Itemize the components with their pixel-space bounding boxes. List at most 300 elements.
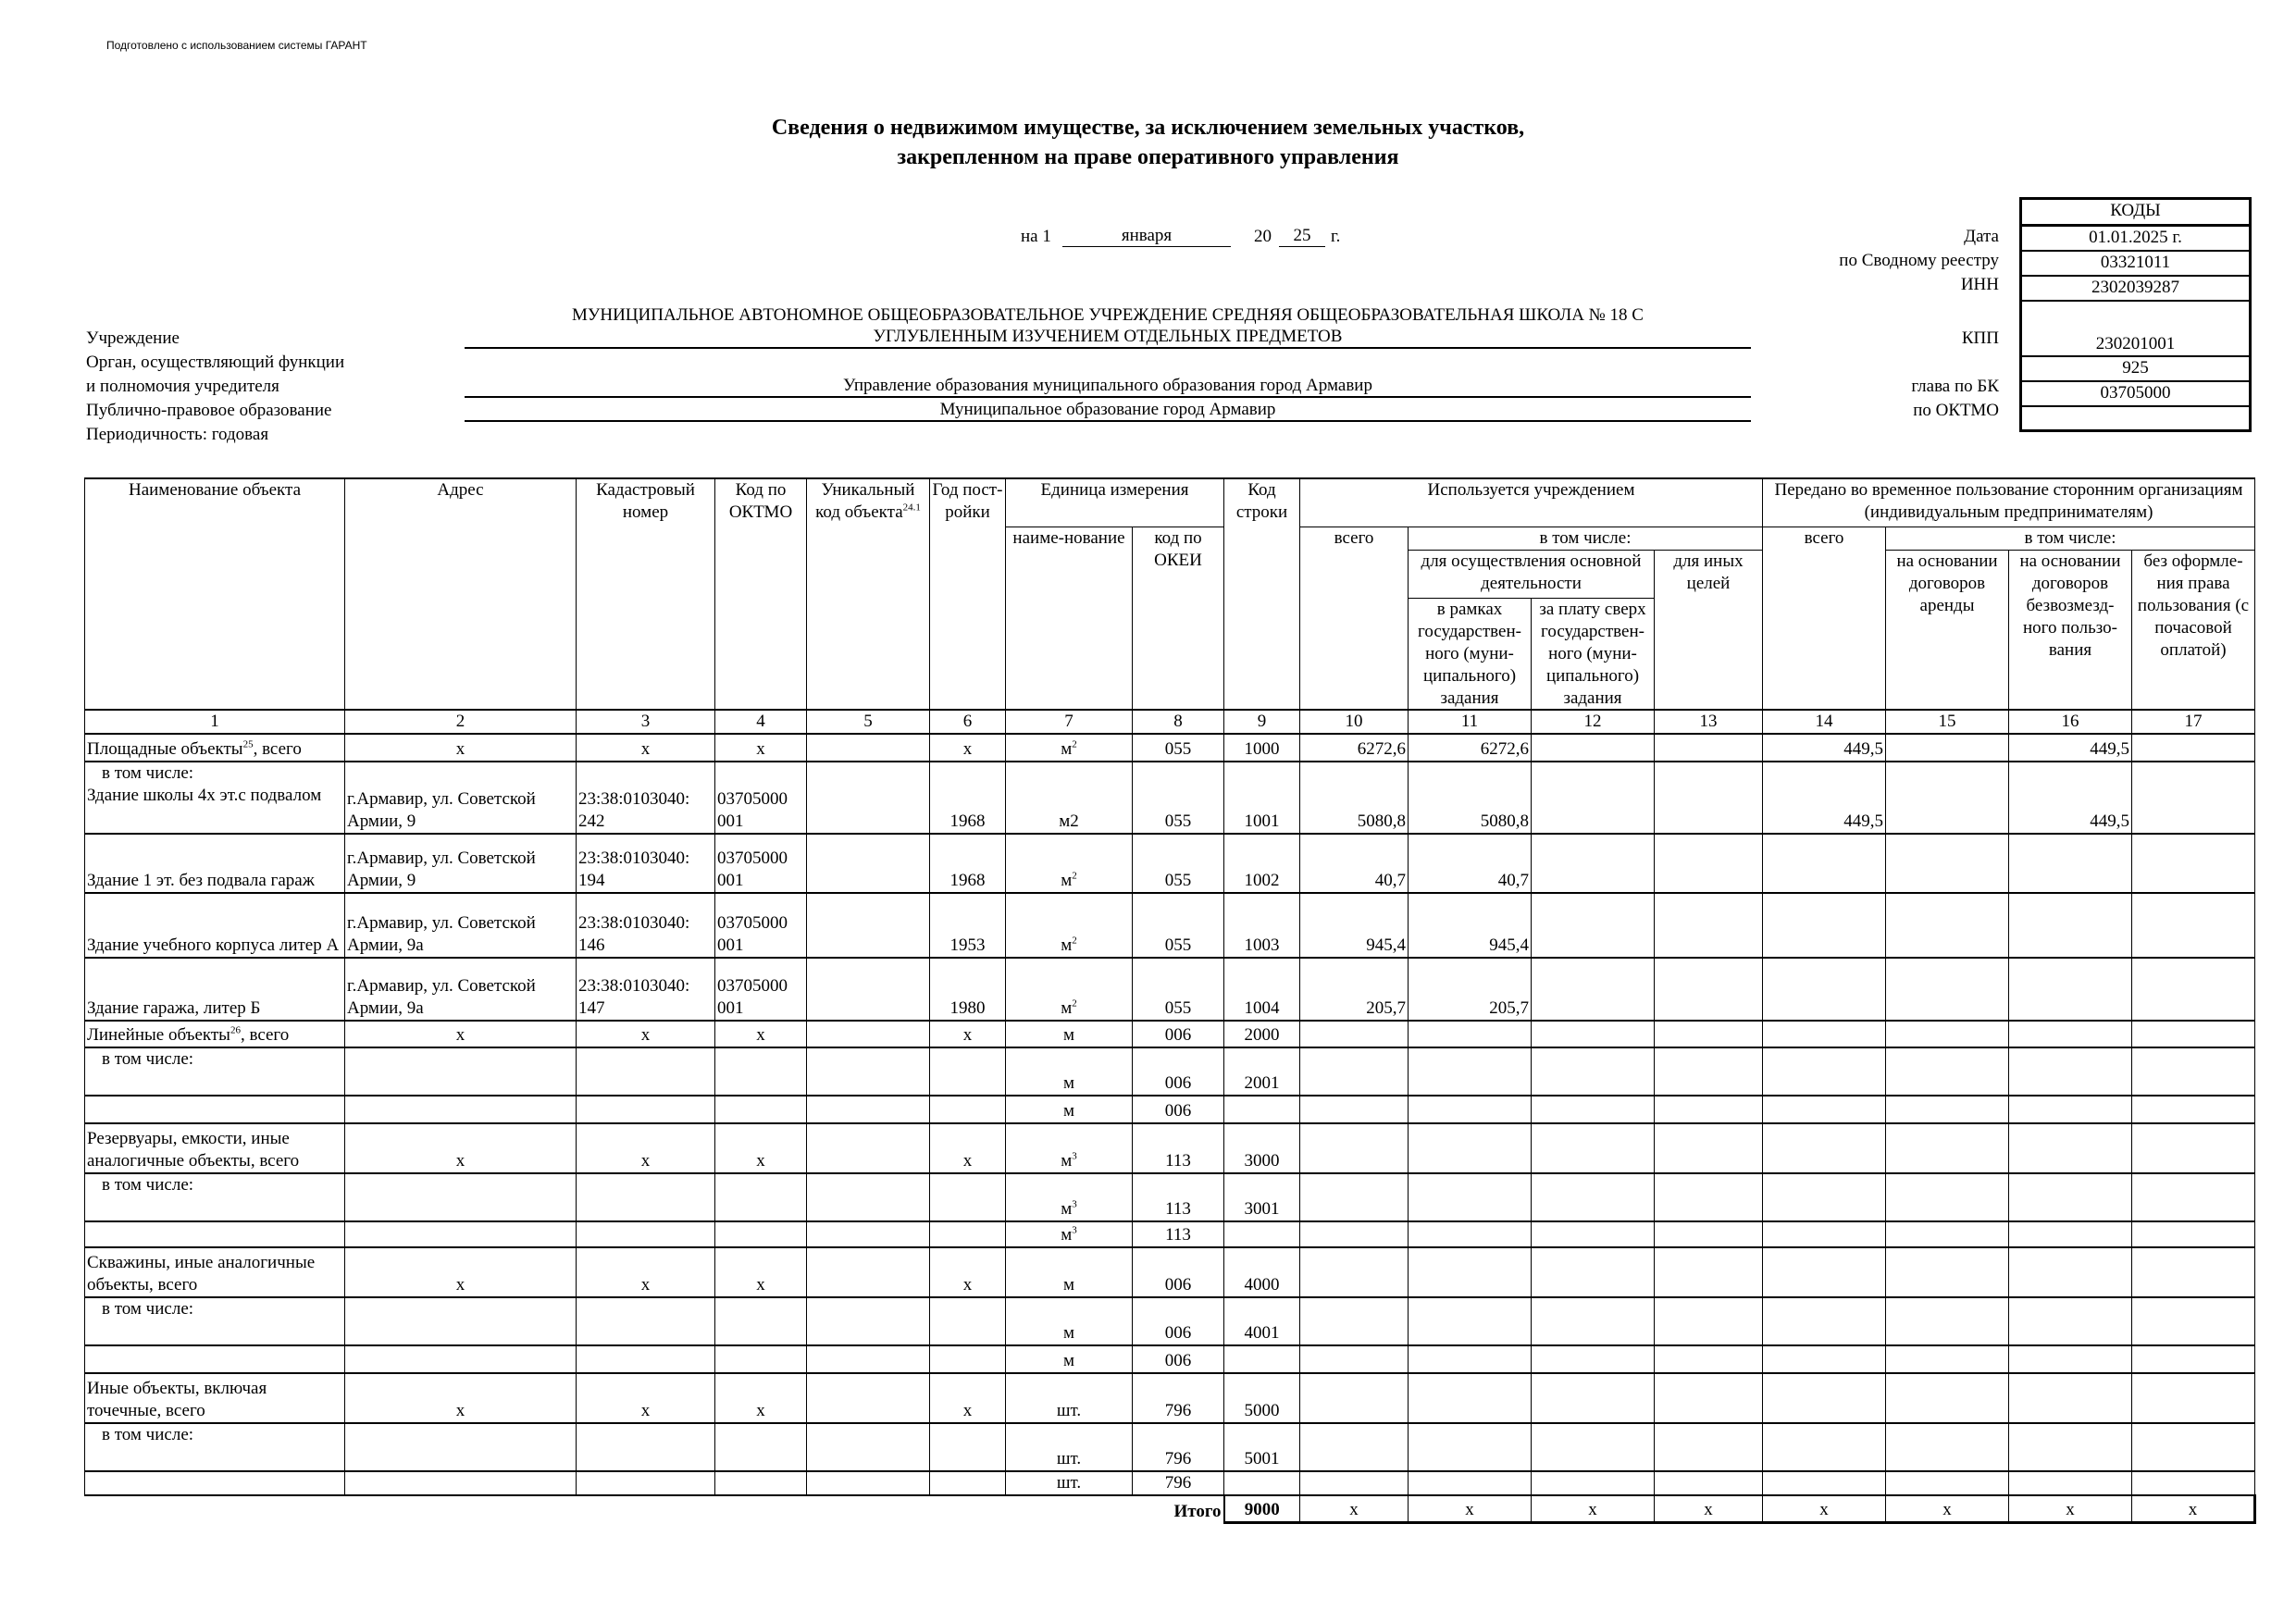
cell [1886,893,2009,958]
cell [1763,834,1886,893]
cell [2009,958,2132,1021]
cell [930,1423,1006,1471]
cell [1655,1373,1763,1423]
cell [807,958,930,1021]
code-oktmo: 03705000 [2022,382,2249,407]
colnum: 8 [1133,710,1224,734]
cell-c11: 205,7 [1409,958,1532,1021]
object-name: Здание 1 эт. без подвала гараж [85,834,345,893]
cell [1532,1123,1655,1173]
cell [1655,1047,1763,1096]
cell [1224,1096,1300,1123]
cell [1532,1221,1655,1247]
cell [1532,1345,1655,1373]
cell [2132,834,2255,893]
cell [1300,1096,1409,1123]
cell-okei: 113 [1133,1123,1224,1173]
cell [1763,1123,1886,1173]
cell-code: 2000 [1224,1021,1300,1047]
table-row [85,1021,2255,1047]
cell [1886,958,2009,1021]
cell [1655,893,1763,958]
date-month: января [1062,226,1231,247]
cell [1886,1096,2009,1123]
cell [1655,1221,1763,1247]
row-name: Скважины, иные аналогичные объекты, всего [85,1247,345,1297]
date-year-suffix: г. [1331,227,1341,246]
cell-code: 5001 [1224,1423,1300,1471]
cell [2132,1297,2255,1345]
unit-sup: 3 [1072,1224,1077,1236]
cell [1655,762,1763,834]
cell [1300,1471,1409,1495]
th-unique-code [807,478,930,710]
unit-text: м [1061,1150,1073,1171]
cell [1532,1021,1655,1047]
cell [1409,1471,1532,1495]
cell [577,1471,715,1495]
th-used-total: всего [1300,527,1409,710]
th-oktmo: Код по ОКТМО [715,478,807,710]
cell-unit: м [1006,1345,1133,1373]
cell-x: x [577,734,715,762]
cell [1409,1221,1532,1247]
cell [577,1173,715,1221]
colnum: 11 [1409,710,1532,734]
unit-sup: 2 [1072,935,1077,947]
cell [2009,1297,2132,1345]
cell [1300,1297,1409,1345]
unit-text: м [1061,870,1073,890]
colnum: 9 [1224,710,1300,734]
th-tr-total: всего [1763,527,1886,710]
cell [1655,1471,1763,1495]
incl-text: в том числе: [102,1424,194,1444]
cell [1655,834,1763,893]
unit-text: м [1061,1198,1073,1219]
cell [1300,1345,1409,1373]
public-entity-value: Муниципальное образование город Армавир [465,400,1751,422]
unit-sup: 2 [1072,870,1077,882]
cell [930,1297,1006,1345]
incl-label [85,1423,345,1471]
table-row [85,1047,2255,1096]
cell [1763,1423,1886,1471]
kpp-code-label: КПП [1961,328,1999,348]
th-state-task: в рамках государствен-ного (муни-ципального) задания [1409,598,1532,710]
cell [715,1471,807,1495]
cell-address: г.Армавир, ул. Советской Армии, 9 [345,762,577,834]
cell [1409,1096,1532,1123]
cell [1655,1021,1763,1047]
cell-x: x [577,1021,715,1047]
cell-unit [1006,1123,1133,1173]
cell [1532,1096,1655,1123]
cell [2009,1173,2132,1221]
incl-label: в том числе: [102,762,194,783]
cell [930,1345,1006,1373]
cell-code: 2001 [1224,1047,1300,1096]
cell-x: x [1409,1495,1532,1523]
cell-code: 3000 [1224,1123,1300,1173]
incl-text: в том числе: [102,1298,194,1319]
cell-x: x [2009,1495,2132,1523]
cell [930,1047,1006,1096]
cell [1532,734,1655,762]
date-prefix: на 1 [1021,227,1051,246]
th-unit: Единица измерения [1006,478,1224,527]
cell-unit: м2 [1006,762,1133,834]
cell [2009,1423,2132,1471]
row-name: Резервуары, емкости, иные аналогичные объекты, всего [85,1123,345,1173]
cell-okei: 006 [1133,1297,1224,1345]
cell [2009,1345,2132,1373]
cell-c11: 40,7 [1409,834,1532,893]
cell-code: 4000 [1224,1247,1300,1297]
reestr-code-label: по Сводному реестру [1839,251,1999,270]
cell [2132,1471,2255,1495]
incl-label [85,1173,345,1221]
cell-code: 1001 [1224,762,1300,834]
cell [715,1173,807,1221]
cell-x: x [930,1247,1006,1297]
cell [2132,1423,2255,1471]
form-title-line1: Сведения о недвижимом имуществе, за исключением земельных участков, [771,116,1525,140]
cell-address: г.Армавир, ул. Советской Армии, 9а [345,958,577,1021]
table-row [85,1423,2255,1471]
cell [1886,1221,2009,1247]
cell-unit [1006,1221,1133,1247]
cell [577,1047,715,1096]
cell-cadastral: 23:38:0103040: 194 [577,834,715,893]
cell [1763,1471,1886,1495]
cell [1532,1471,1655,1495]
cell [807,1221,930,1247]
cell-unit: шт. [1006,1471,1133,1495]
cell-c10: 40,7 [1300,834,1409,893]
cell [577,1345,715,1373]
cell [1763,958,1886,1021]
colnum: 13 [1655,710,1763,734]
code-reestr: 03321011 [2022,252,2249,277]
cell-x: x [715,734,807,762]
table-row [85,762,2255,834]
cell-okei: 055 [1133,958,1224,1021]
cell [1300,1373,1409,1423]
table-row [85,1123,2255,1173]
cell [1224,1221,1300,1247]
cell [1532,1423,1655,1471]
periodicity-label: Периодичность: годовая [86,425,269,444]
colnum: 1 [85,710,345,734]
cell [1763,1247,1886,1297]
cell [577,1297,715,1345]
colnum: 15 [1886,710,2009,734]
cell-year: 1980 [930,958,1006,1021]
cell [345,1221,577,1247]
cell [1655,1297,1763,1345]
cell-cadastral: 23:38:0103040: 242 [577,762,715,834]
cell [1763,1047,1886,1096]
cell [715,1297,807,1345]
table-row [85,1247,2255,1297]
cell [2132,1247,2255,1297]
cell [1655,1173,1763,1221]
cell [1300,1173,1409,1221]
cell [1655,734,1763,762]
cell-c14: 449,5 [1763,734,1886,762]
cell [807,734,930,762]
cell-unit: м [1006,1096,1133,1123]
cell-x: x [715,1123,807,1173]
cell [807,1047,930,1096]
total-label: Итого [1173,1501,1222,1521]
cell-unit: шт. [1006,1423,1133,1471]
row-name-sup: 25 [242,738,254,750]
cell [807,1373,930,1423]
cell [2132,1123,2255,1173]
cell [2132,893,2255,958]
cell [1300,1247,1409,1297]
unit-sup: 2 [1072,738,1077,750]
cell [85,1471,345,1495]
cell [2132,958,2255,1021]
cell-okei: 006 [1133,1345,1224,1373]
cell-x: x [577,1247,715,1297]
cell-unit: м [1006,1021,1133,1047]
object-name: Здание школы 4х эт.с подвалом [87,785,322,805]
organ-value: Управление образования муниципального образования город Армавир [465,376,1751,398]
cell-x: x [930,734,1006,762]
cell [1409,1123,1532,1173]
cell [1224,1345,1300,1373]
th-cadastral: Кадастровый номер [577,478,715,710]
cell [1886,1247,2009,1297]
cell [1886,1373,2009,1423]
cell [577,1096,715,1123]
cell [1409,1373,1532,1423]
cell [1409,1047,1532,1096]
cell [1409,1247,1532,1297]
cell [807,1297,930,1345]
cell-unit [1006,734,1133,762]
cell [1886,734,2009,762]
code-date: 01.01.2025 г. [2022,227,2249,252]
cell-okei: 006 [1133,1021,1224,1047]
public-entity-label: Публично-правовое образование [86,401,332,420]
table-row [85,834,2255,893]
cell-okei: 055 [1133,762,1224,834]
th-used-incl: в том числе: [1409,527,1763,550]
cell-code: 1003 [1224,893,1300,958]
table-row [85,1221,2255,1247]
cell [2009,1471,2132,1495]
cell [1655,1423,1763,1471]
th-rent: на основании договоров аренды [1886,550,2009,710]
cell-c10: 5080,8 [1300,762,1409,834]
cell-x: x [345,1373,577,1423]
cell [1763,1021,1886,1047]
institution-label: Учреждение [86,328,180,348]
unit-text: м [1061,935,1073,955]
cell [345,1471,577,1495]
cell-okei: 796 [1133,1471,1224,1495]
cell [1763,1373,1886,1423]
date-code-label: Дата [1964,227,1999,246]
cell-oktmo: 03705000 001 [715,893,807,958]
cell-x: x [1655,1495,1763,1523]
row-name-sup: 26 [230,1024,241,1036]
date-year-prefix: 20 [1254,227,1272,246]
cell-okei: 796 [1133,1373,1224,1423]
cell-okei: 113 [1133,1173,1224,1221]
institution-name-line2: УГЛУБЛЕННЫМ ИЗУЧЕНИЕМ ОТДЕЛЬНЫХ ПРЕДМЕТОВ [465,327,1751,349]
cell [1655,1345,1763,1373]
table-row [85,734,2255,762]
cell [1886,834,2009,893]
incl-text: в том числе: [102,1048,194,1069]
cell [1224,1471,1300,1495]
cell-c11: 5080,8 [1409,762,1532,834]
code-empty [2022,407,2249,429]
cell [2132,1021,2255,1047]
cell-oktmo: 03705000 001 [715,958,807,1021]
th-year: Год пост-ройки [930,478,1006,710]
th-transferred: Передано во временное пользование сторонним организациям (индивидуальным предпринимателям) [1763,478,2255,527]
cell-code: 4001 [1224,1297,1300,1345]
table-row [85,1373,2255,1423]
cell [577,1423,715,1471]
incl-text: в том числе: [102,1174,194,1195]
cell-okei: 113 [1133,1221,1224,1247]
table-row [85,958,2255,1021]
cell [2132,1173,2255,1221]
cell [807,1123,930,1173]
cell-x: x [577,1373,715,1423]
cell-year: 1968 [930,762,1006,834]
colnum: 7 [1006,710,1133,734]
cell [1886,1047,2009,1096]
row-name-suffix: , всего [253,738,302,759]
cell [715,1047,807,1096]
cell [2132,1047,2255,1096]
codes-header: КОДЫ [2022,200,2249,227]
cell-okei: 006 [1133,1096,1224,1123]
cell [2009,1247,2132,1297]
table-row [85,1345,2255,1373]
cell [1300,1021,1409,1047]
unit-sup: 2 [1072,997,1077,1010]
cell-x: x [1886,1495,2009,1523]
cell [345,1173,577,1221]
code-kpp-text: 230201001 [2095,334,2176,353]
table-row [85,1096,2255,1123]
object-name: Здание учебного корпуса литер А [85,893,345,958]
cell-unit [1006,1173,1133,1221]
cell [1763,1096,1886,1123]
organ-label-2: и полномочия учредителя [86,377,279,396]
cell-c10: 205,7 [1300,958,1409,1021]
column-numbers-row [85,710,2255,734]
th-unit-code: код по ОКЕИ [1133,527,1224,710]
cell [1532,762,1655,834]
cell [2009,1221,2132,1247]
cell [1409,1297,1532,1345]
th-address: Адрес [345,478,577,710]
unit-text: м [1061,997,1073,1018]
cell [1409,1345,1532,1373]
cell [2009,1096,2132,1123]
cell-x: x [1763,1495,1886,1523]
unit-sup: 3 [1072,1150,1077,1162]
cell [1300,1423,1409,1471]
cell-okei: 055 [1133,734,1224,762]
cell-cadastral: 23:38:0103040: 147 [577,958,715,1021]
garant-note: Подготовлено с использованием системы ГАРАНТ [106,39,367,52]
cell [807,1096,930,1123]
cell [345,1297,577,1345]
total-code: 9000 [1224,1495,1300,1523]
cell [1886,1173,2009,1221]
cell [1655,1123,1763,1173]
cell-code: 5000 [1224,1373,1300,1423]
cell [1532,1047,1655,1096]
cell [1300,1123,1409,1173]
table-row [85,1297,2255,1345]
unit-text: м [1061,1224,1073,1245]
cell [1655,958,1763,1021]
colnum: 14 [1763,710,1886,734]
cell-oktmo: 03705000 001 [715,762,807,834]
cell [1763,1173,1886,1221]
organ-label-1: Орган, осуществляющий функции [86,353,345,372]
cell [2132,762,2255,834]
cell [1532,1247,1655,1297]
form-title-line2: закрепленном на праве оперативного управления [897,145,1399,169]
cell [1532,1373,1655,1423]
cell-unit: м [1006,1047,1133,1096]
institution-name-line1: МУНИЦИПАЛЬНОЕ АВТОНОМНОЕ ОБЩЕОБРАЗОВАТЕЛЬНОЕ УЧРЕЖДЕНИЕ СРЕДНЯЯ ОБЩЕОБРАЗОВАТЕЛЬНАЯ ШКОЛА № 18 С [572,305,1644,325]
cell [2132,734,2255,762]
cell-c10: 945,4 [1300,893,1409,958]
bk-code-label: глава по БК [1911,377,1999,396]
table-row [85,1471,2255,1495]
row-name [85,762,345,834]
cell-c16: 449,5 [2009,734,2132,762]
cell [1886,1123,2009,1173]
cell [1300,1221,1409,1247]
cell-okei: 055 [1133,893,1224,958]
th-unique-code-sup: 24.1 [902,502,921,514]
cell-address: г.Армавир, ул. Советской Армии, 9 [345,834,577,893]
cell [807,893,930,958]
cell [85,1221,345,1247]
cell-okei: 006 [1133,1047,1224,1096]
cell-x: x [345,734,577,762]
cell-code: 1002 [1224,834,1300,893]
cell-x: x [930,1123,1006,1173]
cell [1532,1297,1655,1345]
cell [807,1423,930,1471]
cell [345,1423,577,1471]
cell [2009,834,2132,893]
total-row [85,1495,2255,1523]
row-name-text: Площадные объекты [87,738,243,759]
cell-x: x [930,1373,1006,1423]
table-row [85,1173,2255,1221]
unit-text: м [1061,738,1073,759]
object-name: Здание гаража, литер Б [85,958,345,1021]
